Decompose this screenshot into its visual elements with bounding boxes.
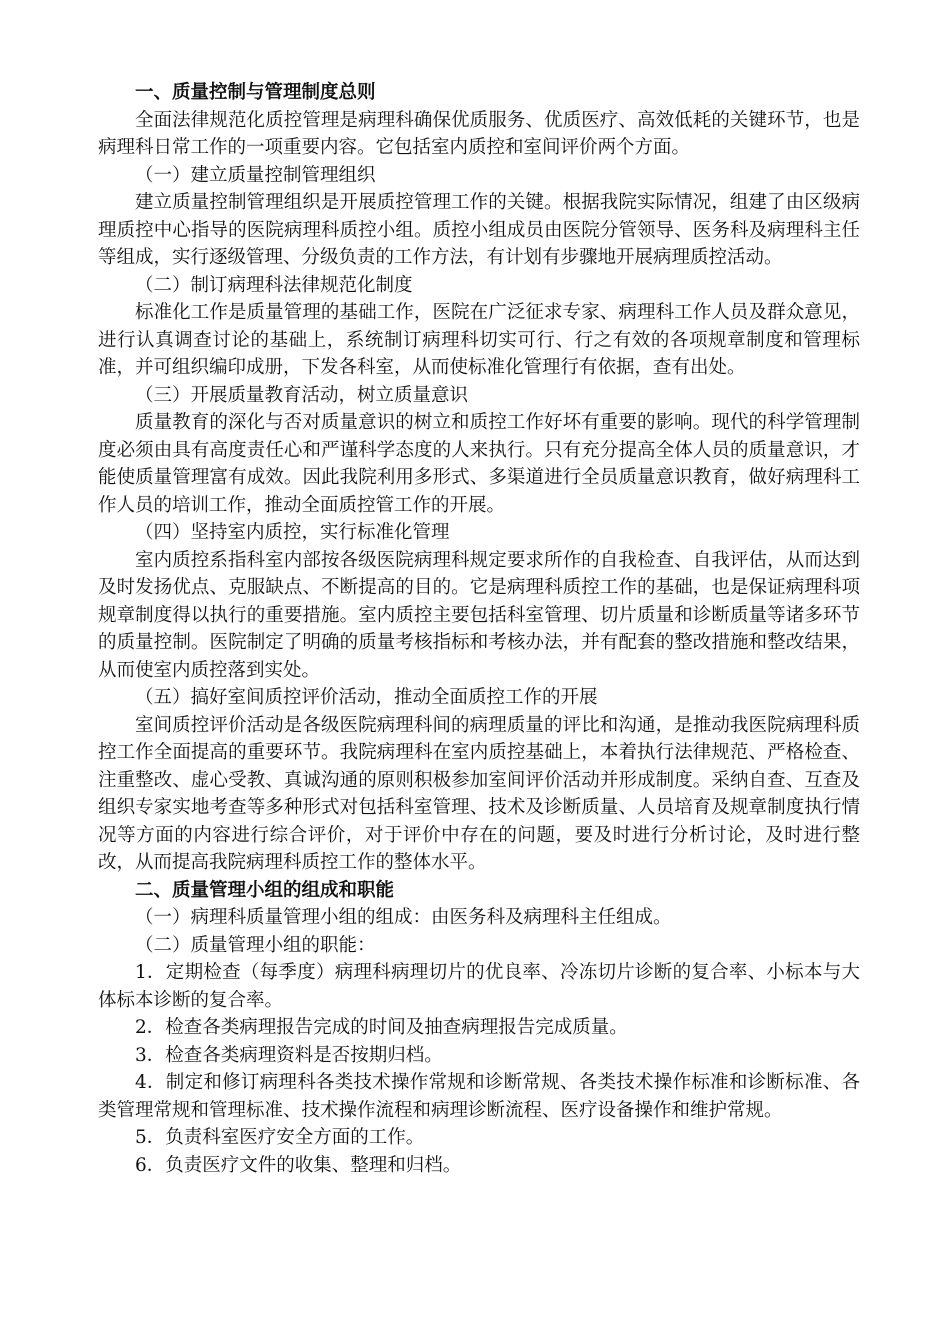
list-item: 5．负责科室医疗安全方面的工作。 xyxy=(135,1127,425,1148)
document-page xyxy=(98,79,860,1179)
list-item: 6．负责医疗文件的收集、整理和归档。 xyxy=(135,1154,462,1176)
paragraph-1: 建立质量控制管理组织是开展质控管理工作的关键。根据我院实际情况，组建了由区级病理质控中心指导的医院病理科质控小组。质控小组成员由医院分管领导、医务科及病理科主任等组成，实行逐级管理、分级负责的工作方法，有计划有步骤地开展病理质控活动。 xyxy=(98,192,860,268)
list-item: 4．制定和修订病理科各类技术操作常规和诊断常规、各类技术操作标准和诊断标准、各类管理常规和管理标准、技术操作流程和病理诊断流程、医疗设备操作和维护常规。 xyxy=(98,1072,860,1121)
list-item: 2．检查各类病理报告完成的时间及抽查病理报告完成质量。 xyxy=(135,1017,628,1038)
subheading-4: （四）坚持室内质控，实行标准化管理 xyxy=(135,522,450,543)
section2-subheading-1: （一）病理科质量管理小组的组成：由医务科及病理科主任组成。 xyxy=(135,907,672,928)
section-heading-1: 一、质量控制与管理制度总则 xyxy=(135,82,376,103)
paragraph-2: 标准化工作是质量管理的基础工作，医院在广泛征求专家、病理科工作人员及群众意见，进行认真调查讨论的基础上，系统制订病理科切实可行、行之有效的各项规章制度和管理标准，并可组织编印成册，下发各科室，从而使标准化管理行有依据，查有出处。 xyxy=(98,302,860,378)
subheading-1: （一）建立质量控制管理组织 xyxy=(135,164,376,186)
paragraph-4: 室内质控系指科室内部按各级医院病理科规定要求所作的自我检查、自我评估，从而达到及时发扬优点、克服缺点、不断提高的目的。它是病理科质控工作的基础，也是保证病理科项规章制度得以执行的重要措施。室内质控主要包括科室管理、切片质量和诊断质量等诸多环节的质量控制。医院制定了明确的质量考核指标和考核办法，并有配套的整改措施和整改结果，从而使室内质控落到实处。 xyxy=(98,549,860,681)
list-item: 3．检查各类病理资料是否按期归档。 xyxy=(135,1044,443,1066)
subheading-2: （二）制订病理科法律规范化制度 xyxy=(135,274,413,296)
paragraph-3: 质量教育的深化与否对质量意识的树立和质控工作好坏有重要的影响。现代的科学管理制度必须由具有高度责任心和严谨科学态度的人来执行。只有充分提高全体人员的质量意识，才能使质量管理富有成效。因此我院利用多形式、多渠道进行全员质量意识教育，做好病理科工作人员的培训工作，推动全面质控管工作的开展。 xyxy=(98,412,860,516)
list-item: 1．定期检查（每季度）病理科病理切片的优良率、冷冻切片诊断的复合率、小标本与大体标本诊断的复合率。 xyxy=(98,962,860,1011)
paragraph-5: 室间质控评价活动是各级医院病理科间的病理质量的评比和沟通，是推动我医院病理科质控工作全面提高的重要环节。我院病理科在室内质控基础上，本着执行法律规范、严格检查、注重整改、虚心受教、真诚沟通的原则积极参加室间评价活动并形成制度。采纳自查、互查及组织专家实地考查等多种形式对包括科室管理、技术及诊断质量、人员培育及规章制度执行情况等方面的内容进行综合评价，对于评价中存在的问题，要及时进行分析讨论，及时进行整改，从而提高我院病理科质控工作的整体水平。 xyxy=(98,714,860,873)
paragraph-intro: 全面法律规范化质控管理是病理科确保优质服务、优质医疗、高效低耗的关键环节，也是病理科日常工作的一项重要内容。它包括室内质控和室间评价两个方面。 xyxy=(98,109,860,158)
subheading-3: （三）开展质量教育活动，树立质量意识 xyxy=(135,384,469,406)
section2-subheading-2: （二）质量管理小组的职能： xyxy=(135,934,376,956)
subheading-5: （五）搞好室间质控评价活动，推动全面质控工作的开展 xyxy=(135,687,598,708)
section-heading-2: 二、质量管理小组的组成和职能 xyxy=(135,879,395,901)
